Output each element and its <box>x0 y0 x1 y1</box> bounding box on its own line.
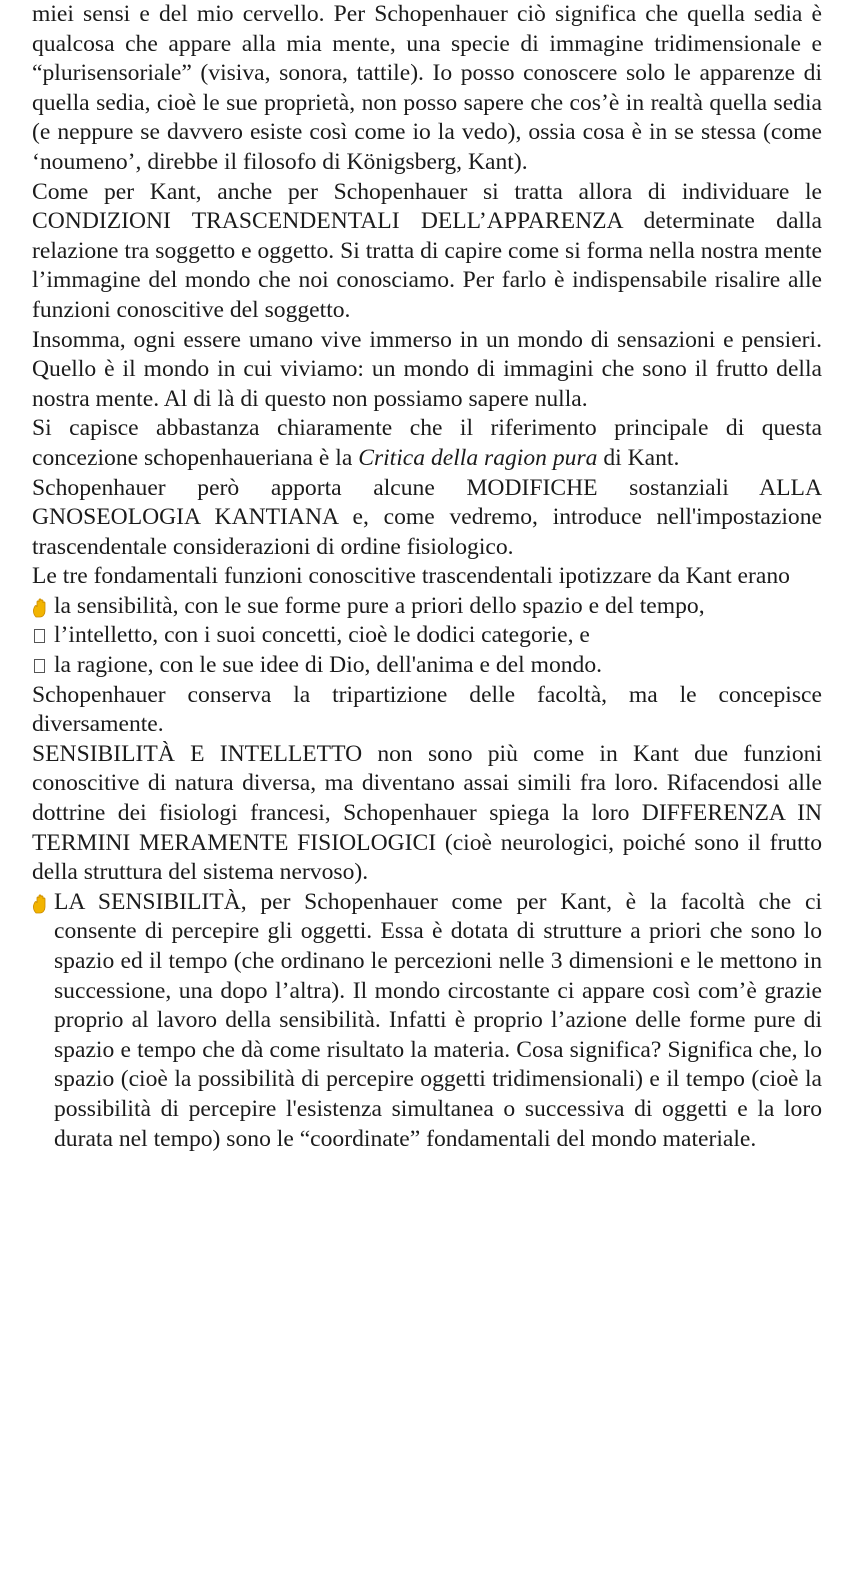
list-item-text: l’intelletto, con i suoi concetti, cioè le dodici categorie, e <box>54 622 590 649</box>
list-item-text: LA SENSIBILITÀ, per Schopenhauer come per Kant, è la facoltà che ci consente di percepire gli oggetti. Essa è dotata di strutture a priori che sono lo spazio ed il tempo (che ordinano le percezioni nelle 3 dimensioni e le mettono in successione, una dopo l’altra). Il mondo circostante ci appare così com’è grazie proprio al lavoro della sensibilità. Infatti è proprio l’azione delle forme pure di spazio e tempo che dà come risultato la materia. Cosa significa? Significa che, lo spazio (cioè la possibilità di percepire oggetti tridimensionali) e il tempo (cioè la possibilità di percepire l'esistenza simultanea o successiva di oggetti e la loro durata nel tempo) sono le “coordinate” fondamentali del mondo materiale. <box>54 888 822 1152</box>
document-page <box>32 0 822 1154</box>
list-item <box>32 592 822 622</box>
paragraph-7: Schopenhauer conserva la tripartizione delle facoltà, ma le concepisce diversamente. <box>32 681 822 738</box>
list-item-text: la ragione, con le sue idee di Dio, dell'anima e del mondo. <box>54 652 603 679</box>
list-item <box>32 888 822 1154</box>
paragraph-4-start: Si capisce abbastanza chiaramente che il riferimento principale di questa concezione schopenhaueriana è la <box>32 415 822 471</box>
list-item <box>32 621 822 651</box>
list-item <box>32 651 822 681</box>
missing-glyph-icon <box>34 659 45 673</box>
paragraph-6: Le tre fondamentali funzioni conoscitive trascendentali ipotizzare da Kant erano <box>32 563 790 590</box>
paragraph-2: Come per Kant, anche per Schopenhauer si tratta allora di individuare le CONDIZIONI TRASCENDENTALI DELL’APPARENZA determinate dalla relazione tra soggetto e oggetto. Si tratta di capire come si forma nella nostra mente l’immagine del mondo che noi conosciamo. Per farlo è indispensabile risalire alle funzioni conoscitive del soggetto. <box>32 178 822 323</box>
paragraph-3: Insomma, ogni essere umano vive immerso in un mondo di sensazioni e pensieri. Quello è il mondo in cui viviamo: un mondo di immagini che sono il frutto della nostra mente. Al di là di questo non possiamo sapere nulla. <box>32 326 822 412</box>
missing-glyph-icon <box>34 629 45 643</box>
paragraph-8: SENSIBILITÀ E INTELLETTO non sono più come in Kant due funzioni conoscitive di natura diversa, ma diventano assai simili fra loro. Rifacendosi alle dottrine dei fisiologi francesi, Schopenhauer spiega la loro DIFFERENZA IN TERMINI MERAMENTE FISIOLOGICI (cioè neurologici, poiché sono il frutto della struttura del sistema nervoso). <box>32 740 822 886</box>
paragraph-4-end: di Kant. <box>597 444 680 471</box>
paragraph-5: Schopenhauer però apporta alcune MODIFICHE sostanziali ALLA GNOSEOLOGIA KANTIANA e, come vedremo, introduce nell'impostazione trascendentale considerazioni di ordine fisiologico. <box>32 474 822 560</box>
paragraph-4 <box>32 414 822 473</box>
paragraph-1: miei sensi e del mio cervello. Per Schopenhauer ciò significa che quella sedia è qualcosa che appare alla mia mente, una specie di immagine tridimensionale e “plurisensoriale” (visiva, sonora, tattile). Io posso conoscere solo le apparenze di quella sedia, cioè le sue proprietà, non posso sapere che cos’è in realtà quella sedia (e neppure se davvero esiste così come io la vedo), ossia cosa è in se stessa (come ‘noumeno’, direbbe il filosofo di Königsberg, Kant). <box>32 1 822 175</box>
raised-hand-icon <box>32 597 50 617</box>
list-item-text: la sensibilità, con le sue forme pure a priori dello spazio e del tempo, <box>54 592 705 619</box>
book-title: Critica della ragion pura <box>358 444 598 471</box>
raised-hand-icon <box>32 893 50 913</box>
